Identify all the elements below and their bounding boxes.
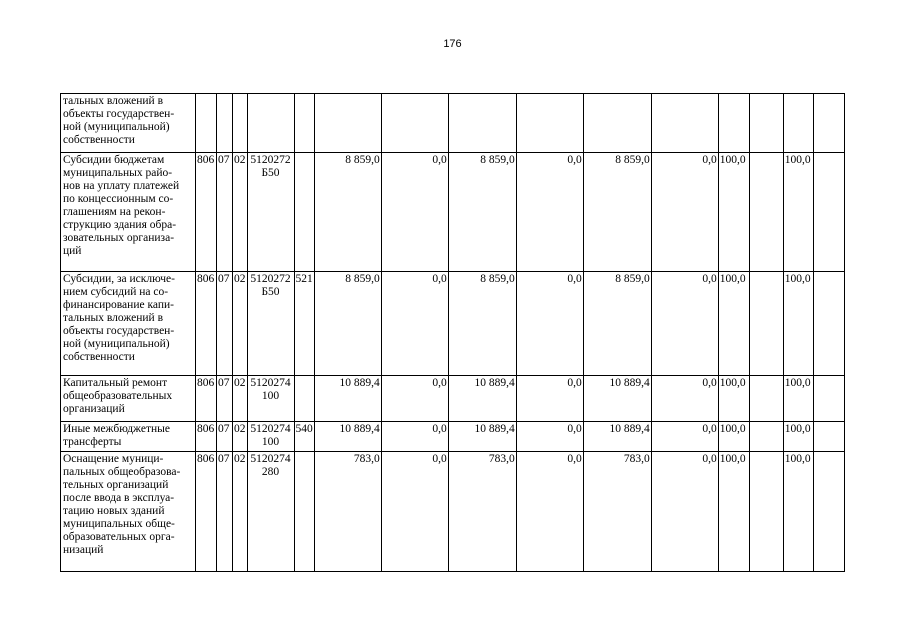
subsection-code: 02 (233, 376, 248, 422)
expense-type-code: 521 (294, 272, 314, 376)
change2-value: 0,0 (516, 153, 583, 272)
approved-value: 8 859,0 (583, 153, 651, 272)
ministry-code: 806 (196, 153, 217, 272)
section-code (217, 94, 233, 153)
ministry-code: 806 (196, 452, 217, 572)
ministry-code: 806 (196, 422, 217, 452)
plan-value: 783,0 (314, 452, 381, 572)
change-value: 0,0 (381, 272, 448, 376)
expense-type-code: 540 (294, 422, 314, 452)
percent-value: 100,0 (718, 272, 749, 376)
row-name: Субсидии, за исключе- нием субсидий на со- финансирование капи- тальных вложений в объекты государствен- ной (муниципальной) собственности (61, 272, 196, 376)
empty-cell (813, 153, 844, 272)
target-code (247, 94, 294, 153)
page-number: 176 (443, 38, 462, 50)
empty-cell (749, 452, 783, 572)
deviation-value: 0,0 (651, 422, 718, 452)
row-name: Капитальный ремонт общеобразовательных организаций (61, 376, 196, 422)
percent-value-2: 100,0 (783, 272, 813, 376)
plan-value: 8 859,0 (314, 153, 381, 272)
subsection-code (233, 94, 248, 153)
subsection-code: 02 (233, 452, 248, 572)
percent-value: 100,0 (718, 452, 749, 572)
change2-value (516, 94, 583, 153)
percent-value: 100,0 (718, 376, 749, 422)
percent-value (718, 94, 749, 153)
approved-value: 10 889,4 (583, 376, 651, 422)
plan-value: 10 889,4 (314, 376, 381, 422)
subsection-code: 02 (233, 153, 248, 272)
empty-cell (813, 376, 844, 422)
amended-value (448, 94, 516, 153)
row-name: Иные межбюджетные трансферты (61, 422, 196, 452)
expense-type-code (294, 452, 314, 572)
change-value: 0,0 (381, 376, 448, 422)
expense-type-code (294, 153, 314, 272)
change2-value: 0,0 (516, 452, 583, 572)
table-row (61, 272, 845, 376)
percent-value: 100,0 (718, 422, 749, 452)
percent-value: 100,0 (718, 153, 749, 272)
ministry-code (196, 94, 217, 153)
budget-table (60, 93, 845, 572)
change-value (381, 94, 448, 153)
amended-value: 783,0 (448, 452, 516, 572)
empty-cell (749, 153, 783, 272)
row-name: Субсидии бюджетам муниципальных райо- нов на уплату платежей по концессионным со- глашениям на рекон- струкцию здания обра- зовательных организа- ций (61, 153, 196, 272)
percent-value-2: 100,0 (783, 153, 813, 272)
section-code: 07 (217, 422, 233, 452)
ministry-code: 806 (196, 376, 217, 422)
subsection-code: 02 (233, 422, 248, 452)
row-name: тальных вложений в объекты государствен- ной (муниципальной) собственности (61, 94, 196, 153)
change-value: 0,0 (381, 153, 448, 272)
approved-value: 10 889,4 (583, 422, 651, 452)
target-code: 5120274 280 (247, 452, 294, 572)
empty-cell (813, 452, 844, 572)
target-code: 5120274 100 (247, 376, 294, 422)
empty-cell (813, 94, 844, 153)
empty-cell (749, 94, 783, 153)
change-value: 0,0 (381, 422, 448, 452)
subsection-code: 02 (233, 272, 248, 376)
empty-cell (749, 376, 783, 422)
plan-value: 8 859,0 (314, 272, 381, 376)
plan-value (314, 94, 381, 153)
ministry-code: 806 (196, 272, 217, 376)
table-row (61, 422, 845, 452)
percent-value-2 (783, 94, 813, 153)
change2-value: 0,0 (516, 272, 583, 376)
expense-type-code (294, 94, 314, 153)
empty-cell (749, 272, 783, 376)
plan-value: 10 889,4 (314, 422, 381, 452)
table-row (61, 94, 845, 153)
deviation-value: 0,0 (651, 452, 718, 572)
empty-cell (813, 272, 844, 376)
change2-value: 0,0 (516, 422, 583, 452)
change-value: 0,0 (381, 452, 448, 572)
target-code: 5120272 Б50 (247, 272, 294, 376)
amended-value: 8 859,0 (448, 153, 516, 272)
amended-value: 10 889,4 (448, 376, 516, 422)
table-row (61, 153, 845, 272)
target-code: 5120274 100 (247, 422, 294, 452)
percent-value-2: 100,0 (783, 376, 813, 422)
table-row (61, 452, 845, 572)
deviation-value: 0,0 (651, 272, 718, 376)
percent-value-2: 100,0 (783, 422, 813, 452)
amended-value: 10 889,4 (448, 422, 516, 452)
row-name: Оснащение муници- пальных общеобразова- тельных организаций после ввода в эксплуа- тацию новых зданий муниципальных обще- образовательных орга- низаций (61, 452, 196, 572)
section-code: 07 (217, 452, 233, 572)
table-row (61, 376, 845, 422)
target-code: 5120272 Б50 (247, 153, 294, 272)
expense-type-code (294, 376, 314, 422)
approved-value (583, 94, 651, 153)
deviation-value: 0,0 (651, 376, 718, 422)
section-code: 07 (217, 153, 233, 272)
empty-cell (749, 422, 783, 452)
approved-value: 783,0 (583, 452, 651, 572)
change2-value: 0,0 (516, 376, 583, 422)
empty-cell (813, 422, 844, 452)
amended-value: 8 859,0 (448, 272, 516, 376)
deviation-value: 0,0 (651, 153, 718, 272)
section-code: 07 (217, 272, 233, 376)
approved-value: 8 859,0 (583, 272, 651, 376)
percent-value-2: 100,0 (783, 452, 813, 572)
section-code: 07 (217, 376, 233, 422)
deviation-value (651, 94, 718, 153)
